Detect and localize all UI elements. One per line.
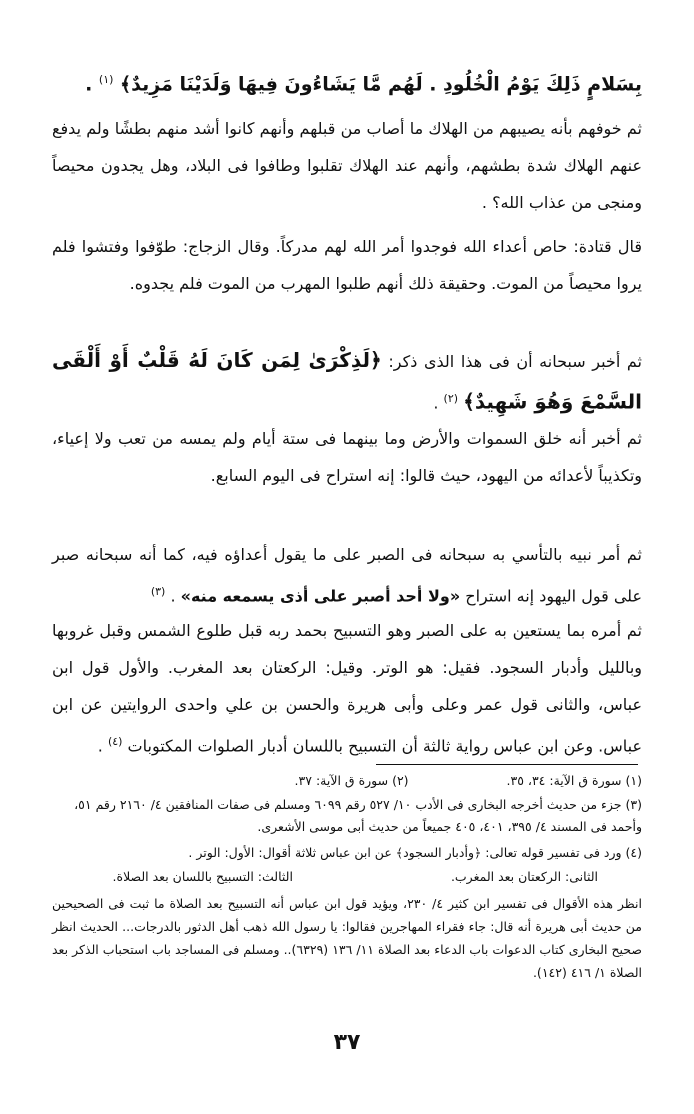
paragraph-2: قال قتادة: حاص أعداء الله فوجدوا أمر الله لهم مدركاً. وقال الزجاج: طوّفوا وفتشوا فلم يروا محيصاً من الموت. وحقيقة ذلك أنهم طلبوا المهرب من الموت فلم يجدوه. xyxy=(52,237,642,293)
footnote-row-1 xyxy=(52,770,642,792)
paragraph-5-ref: (٣) xyxy=(150,585,166,598)
paragraph-6-ref: (٤) xyxy=(107,735,123,748)
paragraph-3 xyxy=(52,342,642,421)
footnote-1: (١) سورة ق الآية: ٣٤، ٣٥. xyxy=(506,773,642,788)
footnote-4-line-1: (٤) ورد فى تفسير قوله تعالى: ﴿وأدبار السجود﴾ عن ابن عباس ثلاثة أقوال: الأول: الوتر . xyxy=(188,845,642,860)
paragraph-6 xyxy=(52,612,642,764)
verse-top-tail: . xyxy=(85,73,93,96)
verse-top-ref: (١) xyxy=(98,73,114,86)
footnote-4-body: انظر هذه الأقوال فى تفسير ابن كثير ٤/ ٢٣٠، ويؤيد قول ابن عباس أنه التسبيح بعد الصلاة ما ثبت فى الصحيحين من حديث أبى هريرة أنه قال: جاء فقراء المهاجرين فقالوا: يا رسول الله ذهب أهل الدثور بالدرجات... الحديث انظر صحيح البخارى كتاب الدعوات باب الدعاء بعد الصلاة ١١/ ١٣٦ (٦٣٢٩).. ومسلم فى المساجد باب استحباب الذكر بعد الصلاة ١/ ٤١٦ (١٤٢). xyxy=(52,896,642,980)
footnote-2: (٢) سورة ق الآية: ٣٧. xyxy=(294,773,409,788)
paragraph-1: ثم خوفهم بأنه يصيبهم من الهلاك ما أصاب من قبلهم وأنهم كانوا أشد منهم بطشًا ولم يدفع عنهم الهلاك شدة بطشهم، وأنهم عند الهلاك تقلبوا وطافوا فى البلاد، وهل يجدون محيصاً ومنجى من عذاب الله؟ . xyxy=(52,119,642,212)
verse-top-text: بِسَلامٍ ذَلِكَ يَوْمُ الْخُلُودِ . لَهُم مَّا يَشَاءُونَ فِيهَا وَلَدَيْنَا مَزِيدٌ﴾ xyxy=(120,73,642,96)
paragraph-3-tail: . xyxy=(433,393,439,413)
paragraph-4: ثم أخبر أنه خلق السموات والأرض وما بينهما فى ستة أيام ولم يمسه من تعب ولا إعياء، وتكذيباً لأعدائه من اليهود، حيث قالوا: إنه استراح فى اليوم السابع. xyxy=(52,429,642,485)
paragraph-3-verse: ﴿لَذِكْرَىٰ لِمَن كَانَ لَهُ قَلْبٌ أَوْ أَلْقَى السَّمْعَ وَهُوَ شَهِيدٌ﴾ xyxy=(52,348,642,414)
paragraph-6-tail: . xyxy=(97,736,103,756)
paragraph-3-ref: (٢) xyxy=(443,392,459,405)
verse-top xyxy=(52,62,642,102)
footnote-4-line-2 xyxy=(52,866,642,888)
paragraph-5-text: ثم أمر نبيه بالتأسي به سبحانه فى الصبر على ما يقول أعداؤه فيه، كما أنه سبحانه صبر على قول اليهود إنه استراح xyxy=(52,545,642,606)
paragraph-6-text: ثم أمره بما يستعين به على الصبر وهو التسبيح بحمد ربه قبل طلوع الشمس وقبل غروبها وبالليل وأدبار السجود. فقيل: هو الوتر. وقيل: الركعتان بعد المغرب. والأول قول ابن عباس، والثانى قول عمر وعلى وأبى هريرة والحسن بن علي واحدى الروايتين عن ابن عباس. وعن ابن عباس رواية ثالثة أن التسبيح باللسان أدبار الصلوات المكتوبات xyxy=(52,621,642,756)
paragraph-3-lead: ثم أخبر سبحانه أن فى هذا الذى ذكر: xyxy=(388,352,642,371)
footnote-3: (٣) جزء من حديث أخرجه البخارى فى الأدب ١٠/ ٥٢٧ رقم ٦٠٩٩ ومسلم فى صفات المنافقين ٤/ ٢١٦٠ رقم ٥١، وأحمد فى المسند ٤/ ٣٩٥، ٤٠١، ٤٠٥ جميعاً من حديث أبى موسى الأشعرى. xyxy=(74,797,642,834)
footnote-divider xyxy=(376,764,638,765)
paragraph-5-quote: «ولا أحد أصبر على أذى يسمعه منه» xyxy=(180,586,461,606)
paragraph-5-tail: . xyxy=(170,586,176,606)
footnote-4-third: الثالث: التسبيح باللسان بعد الصلاة. xyxy=(112,869,293,884)
paragraph-5 xyxy=(52,536,642,614)
page-number: ٣٧ xyxy=(333,1030,361,1055)
footnote-4-second: الثانى: الركعتان بعد المغرب. xyxy=(450,869,598,884)
